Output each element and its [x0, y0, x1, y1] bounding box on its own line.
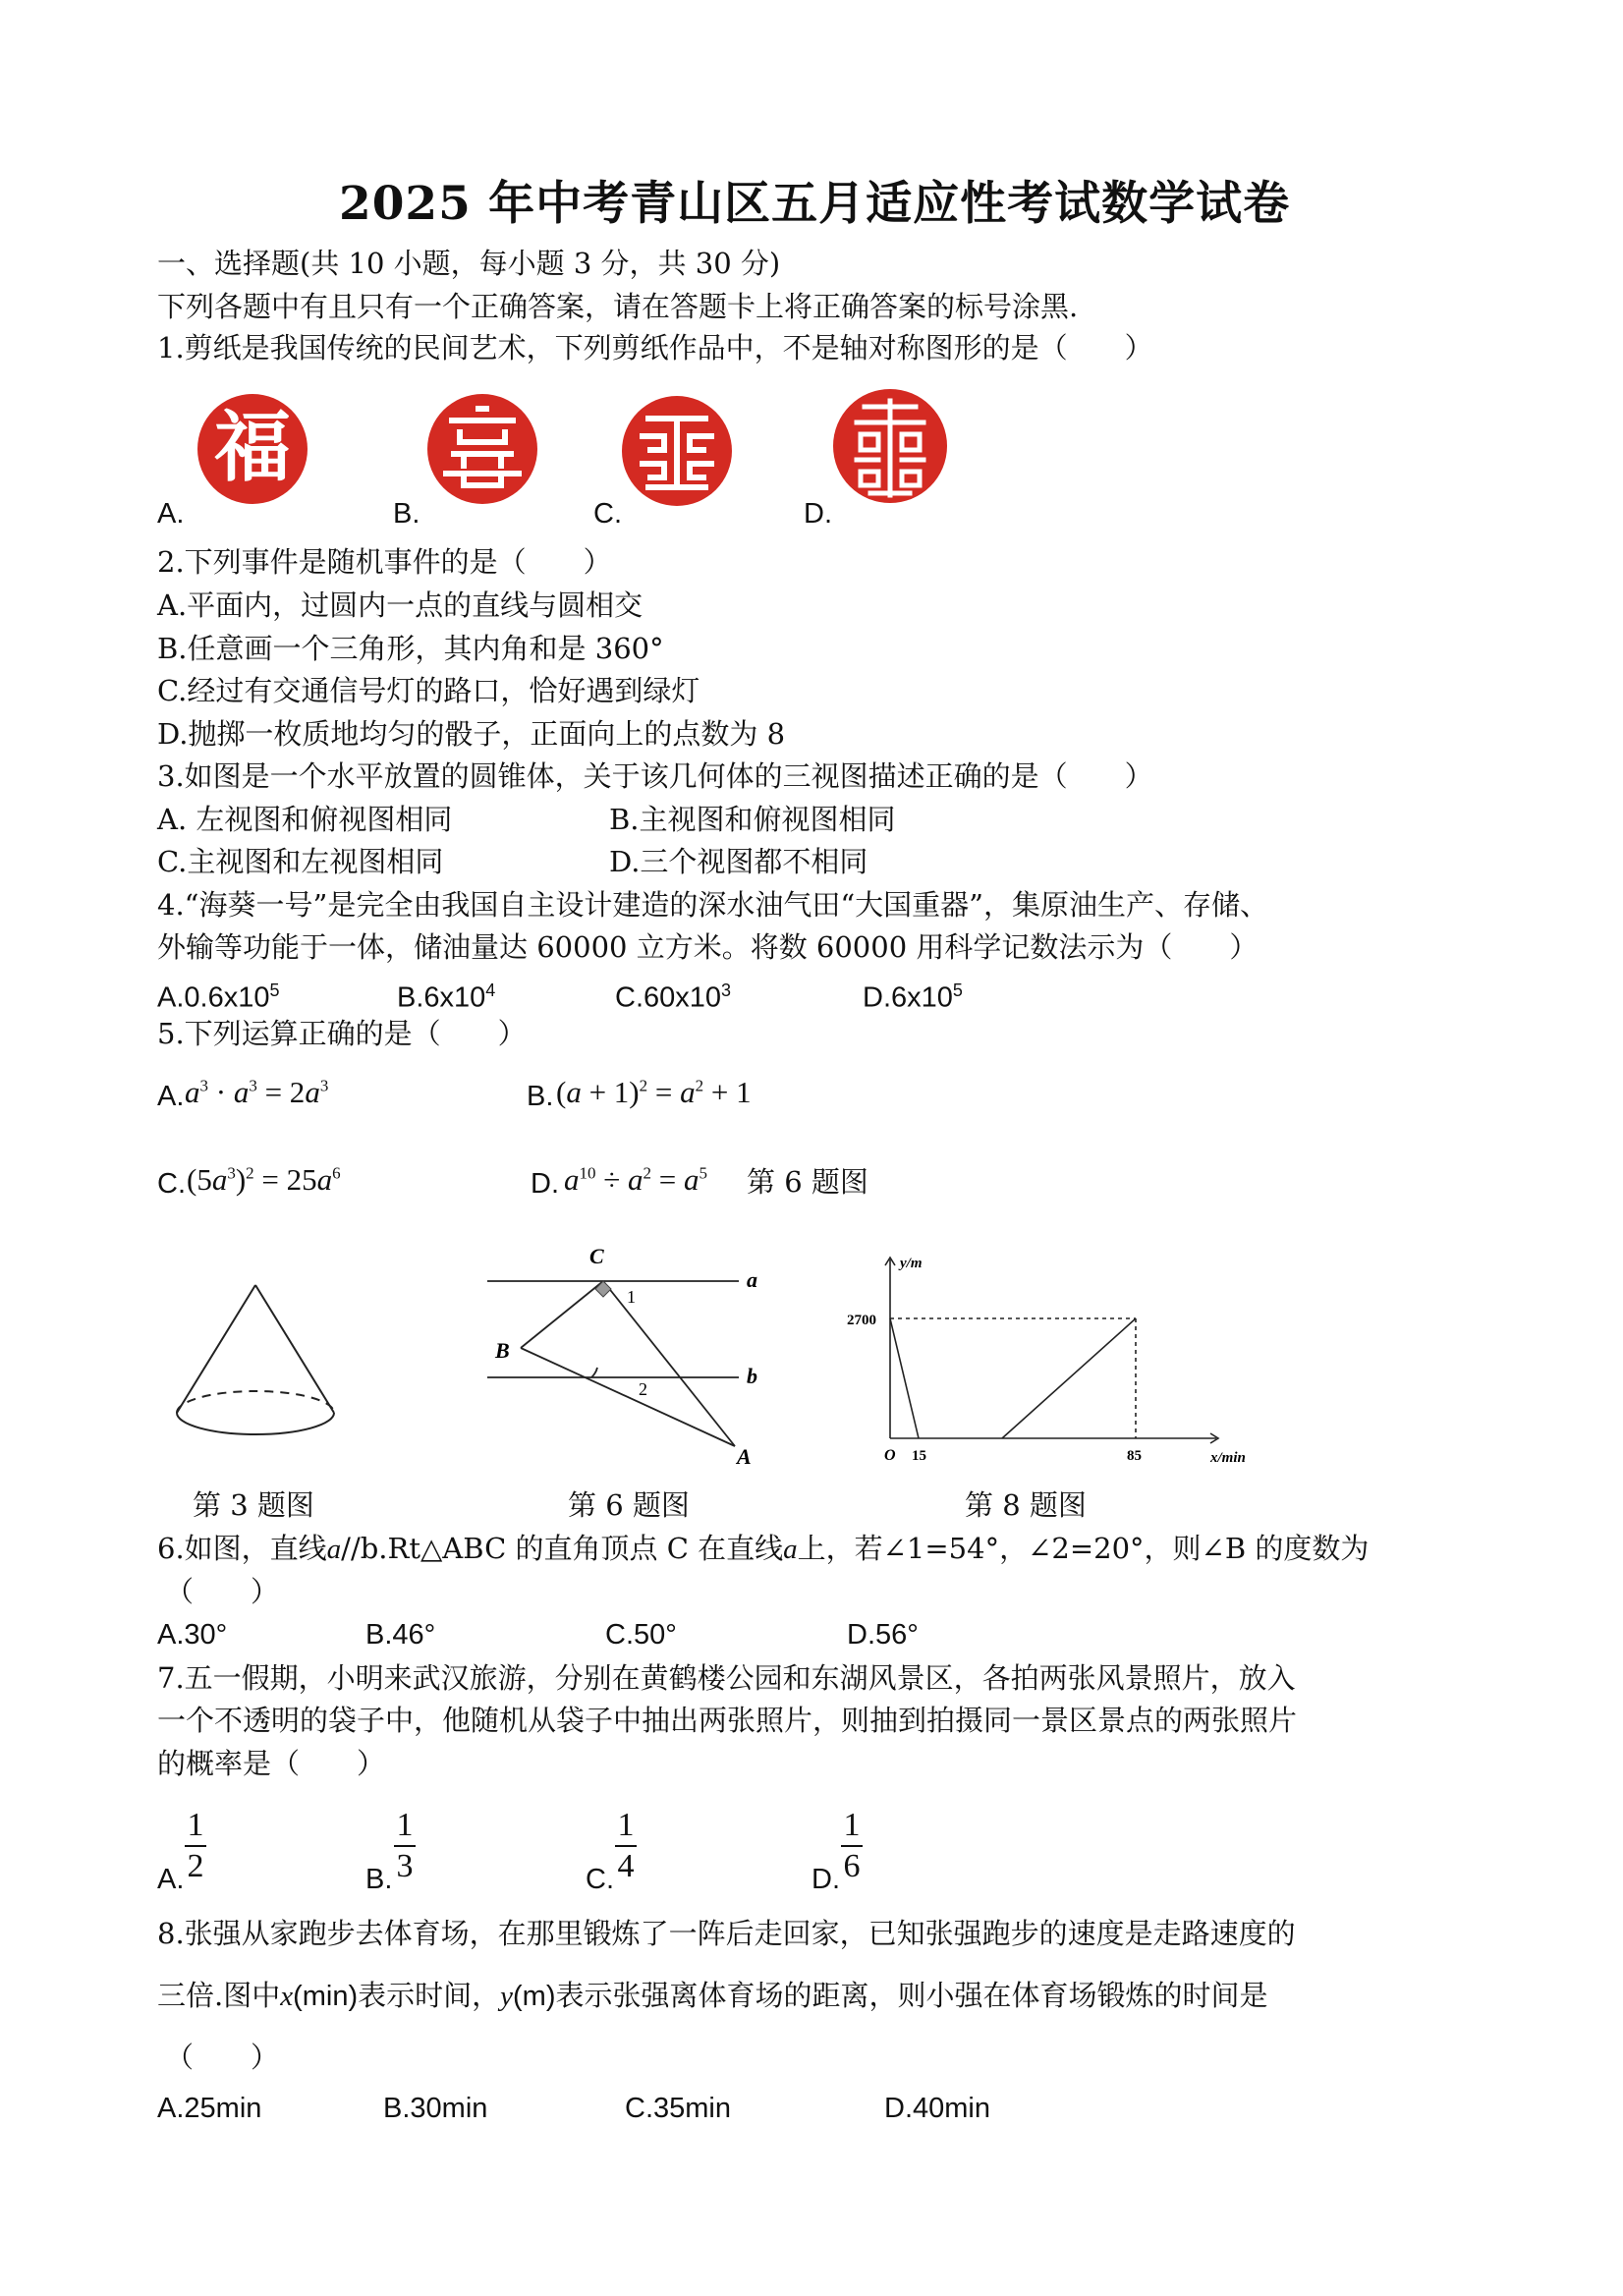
q2-option-c: C.经过有交通信号灯的路口，恰好遇到绿灯	[157, 674, 700, 707]
fig8-x-tick-85: 85	[1127, 1448, 1142, 1464]
q7-option-a-label: A.	[157, 1864, 185, 1895]
q7-option-c-label: C.	[586, 1864, 614, 1895]
q6-option-b: B.46°	[365, 1619, 436, 1651]
q4-line-1: 4.“海葵一号”是完全由我国自主设计建造的深水油气田“大国重器”，集原油生产、存储、	[157, 888, 1268, 922]
q7-option-c-fraction: 1 4	[615, 1808, 637, 1884]
q7-option-d-label: D.	[812, 1864, 840, 1895]
q7-line-2: 一个不透明的袋子中，他随机从袋子中抽出两张照片，则抽到拍摄同一景区景点的两张照片	[157, 1704, 1298, 1737]
q7-option-d-fraction: 1 6	[841, 1808, 863, 1884]
q6-option-d: D.56°	[847, 1619, 919, 1651]
q1-option-b: B.	[393, 498, 420, 530]
q7-line-1: 7.五一假期，小明来武汉旅游，分别在黄鹤楼公园和东湖风景区，各拍两张风景照片，放入	[157, 1661, 1296, 1695]
q2-option-a: A.平面内，过圆内一点的直线与圆相交	[157, 588, 644, 622]
q3-stem: 3.如图是一个水平放置的圆锥体，关于该几何体的三视图描述正确的是（ ）	[157, 759, 1153, 793]
fig6-label-angle-2: 2	[639, 1379, 647, 1399]
q8-line-2: 三倍.图中x(min)表示时间，y(m)表示张强离体育场的距离，则小强在体育场锻炼的时间是	[157, 1979, 1268, 2012]
figure-8-graph	[845, 1246, 1258, 1472]
q6-paren: （ ）	[165, 1575, 280, 1608]
q5-option-a-label: A.	[157, 1081, 185, 1112]
q4-option-c: $C.60x10^3$	[615, 980, 732, 1014]
papercut-seal-a	[195, 391, 310, 507]
figure-3-cone	[167, 1277, 344, 1444]
q8-option-d: D.40min	[884, 2093, 990, 2124]
q8-line-1: 8.张强从家跑步去体育场，在那里锻炼了一阵后走回家，已知张强跑步的速度是走路速度的	[157, 1917, 1296, 1950]
q2-stem: 2.下列事件是随机事件的是（ ）	[157, 545, 612, 579]
q5-option-b-formula: $(a + 1)^2 = a^2 + 1$	[556, 1075, 752, 1109]
fig6-label-angle-1: 1	[627, 1287, 636, 1307]
papercut-seal-b	[424, 391, 540, 507]
figure-6-caption: 第 6 题图	[568, 1488, 690, 1522]
q7-line-3: 的概率是（ ）	[157, 1747, 386, 1780]
q2-option-b: B.任意画一个三角形，其内角和是 360°	[157, 632, 664, 665]
fig6-label-A: A	[737, 1444, 752, 1466]
q4-option-d: $D.6x10^5$	[863, 980, 963, 1014]
figure-8-caption: 第 8 题图	[965, 1488, 1087, 1522]
q3-option-a: A. 左视图和俯视图相同	[157, 803, 453, 836]
q6-stem: 6.如图，直线a//b.Rt△ABC 的直角顶点 C 在直线a上，若∠1=54°，∠2=20°，则∠B 的度数为	[157, 1532, 1370, 1565]
q7-option-a-fraction: 1 2	[185, 1808, 206, 1884]
q1-stem: 1.剪纸是我国传统的民间艺术，下列剪纸作品中，不是轴对称图形的是（ ）	[157, 331, 1153, 364]
q5-option-d-formula: $a^{10} \div a^2 = a^5$	[564, 1162, 707, 1197]
q5-option-c-label: C.	[157, 1168, 186, 1200]
fig6-label-b: b	[747, 1364, 757, 1388]
q1-option-c: C.	[593, 498, 622, 530]
q4-option-b: $B.6x10^4$	[397, 980, 496, 1014]
q3-option-d: D.三个视图都不相同	[609, 845, 868, 878]
q5-fig6-note: 第 6 题图	[747, 1165, 868, 1199]
q5-stem: 5.下列运算正确的是（ ）	[157, 1017, 527, 1050]
section-instruction: 下列各题中有且只有一个正确答案，请在答题卡上将正确答案的标号涂黑.	[157, 290, 1079, 323]
page-title: 2025 年中考青山区五月适应性考试数学试卷	[339, 177, 1291, 231]
fig6-label-B: B	[495, 1338, 510, 1363]
q3-option-b: B.主视图和俯视图相同	[609, 803, 896, 836]
fig6-label-a: a	[747, 1267, 757, 1292]
q6-option-c: C.50°	[605, 1619, 677, 1651]
figure-6-geometry	[481, 1240, 776, 1466]
q3-option-c: C.主视图和左视图相同	[157, 845, 444, 878]
q7-option-b-fraction: 1 3	[394, 1808, 416, 1884]
seal-a-character: 福	[213, 405, 292, 490]
q8-option-b: B.30min	[383, 2093, 488, 2124]
q5-option-a-formula: $a^3 \cdot a^3 = 2a^3$	[185, 1075, 329, 1109]
figure-3-caption: 第 3 题图	[193, 1488, 314, 1522]
fig8-x-tick-15: 15	[912, 1448, 926, 1464]
q1-option-a: A.	[157, 498, 185, 530]
q5-option-b-label: B.	[527, 1081, 554, 1112]
q4-line-2: 外输等功能于一体，储油量达 60000 立方米。将数 60000 用科学记数法示为（ ）	[157, 930, 1259, 964]
papercut-seal-d	[831, 387, 949, 505]
q5-option-c-formula: $(5a^3)^2 = 25a^6$	[187, 1162, 341, 1197]
fig8-y-value: 2700	[847, 1313, 876, 1328]
papercut-seal-c	[619, 393, 735, 509]
q2-option-d: D.抛掷一枚质地均匀的骰子，正面向上的点数为 8	[157, 717, 786, 751]
q8-option-c: C.35min	[625, 2093, 731, 2124]
q8-paren: （ ）	[165, 2041, 280, 2074]
section-heading: 一、选择题(共 10 小题，每小题 3 分，共 30 分)	[157, 247, 781, 280]
q1-option-d: D.	[804, 498, 832, 530]
fig8-x-axis-label: x/min	[1210, 1450, 1246, 1466]
q7-option-b-label: B.	[365, 1864, 393, 1895]
q6-option-a: A.30°	[157, 1619, 228, 1651]
fig8-y-axis-label: y/m	[900, 1256, 923, 1271]
q5-option-d-label: D.	[531, 1168, 559, 1200]
fig8-origin: O	[884, 1447, 896, 1464]
q8-option-a: A.25min	[157, 2093, 262, 2124]
q4-option-a: $A.0.6x10^5$	[157, 980, 280, 1014]
fig6-label-C: C	[589, 1244, 604, 1268]
